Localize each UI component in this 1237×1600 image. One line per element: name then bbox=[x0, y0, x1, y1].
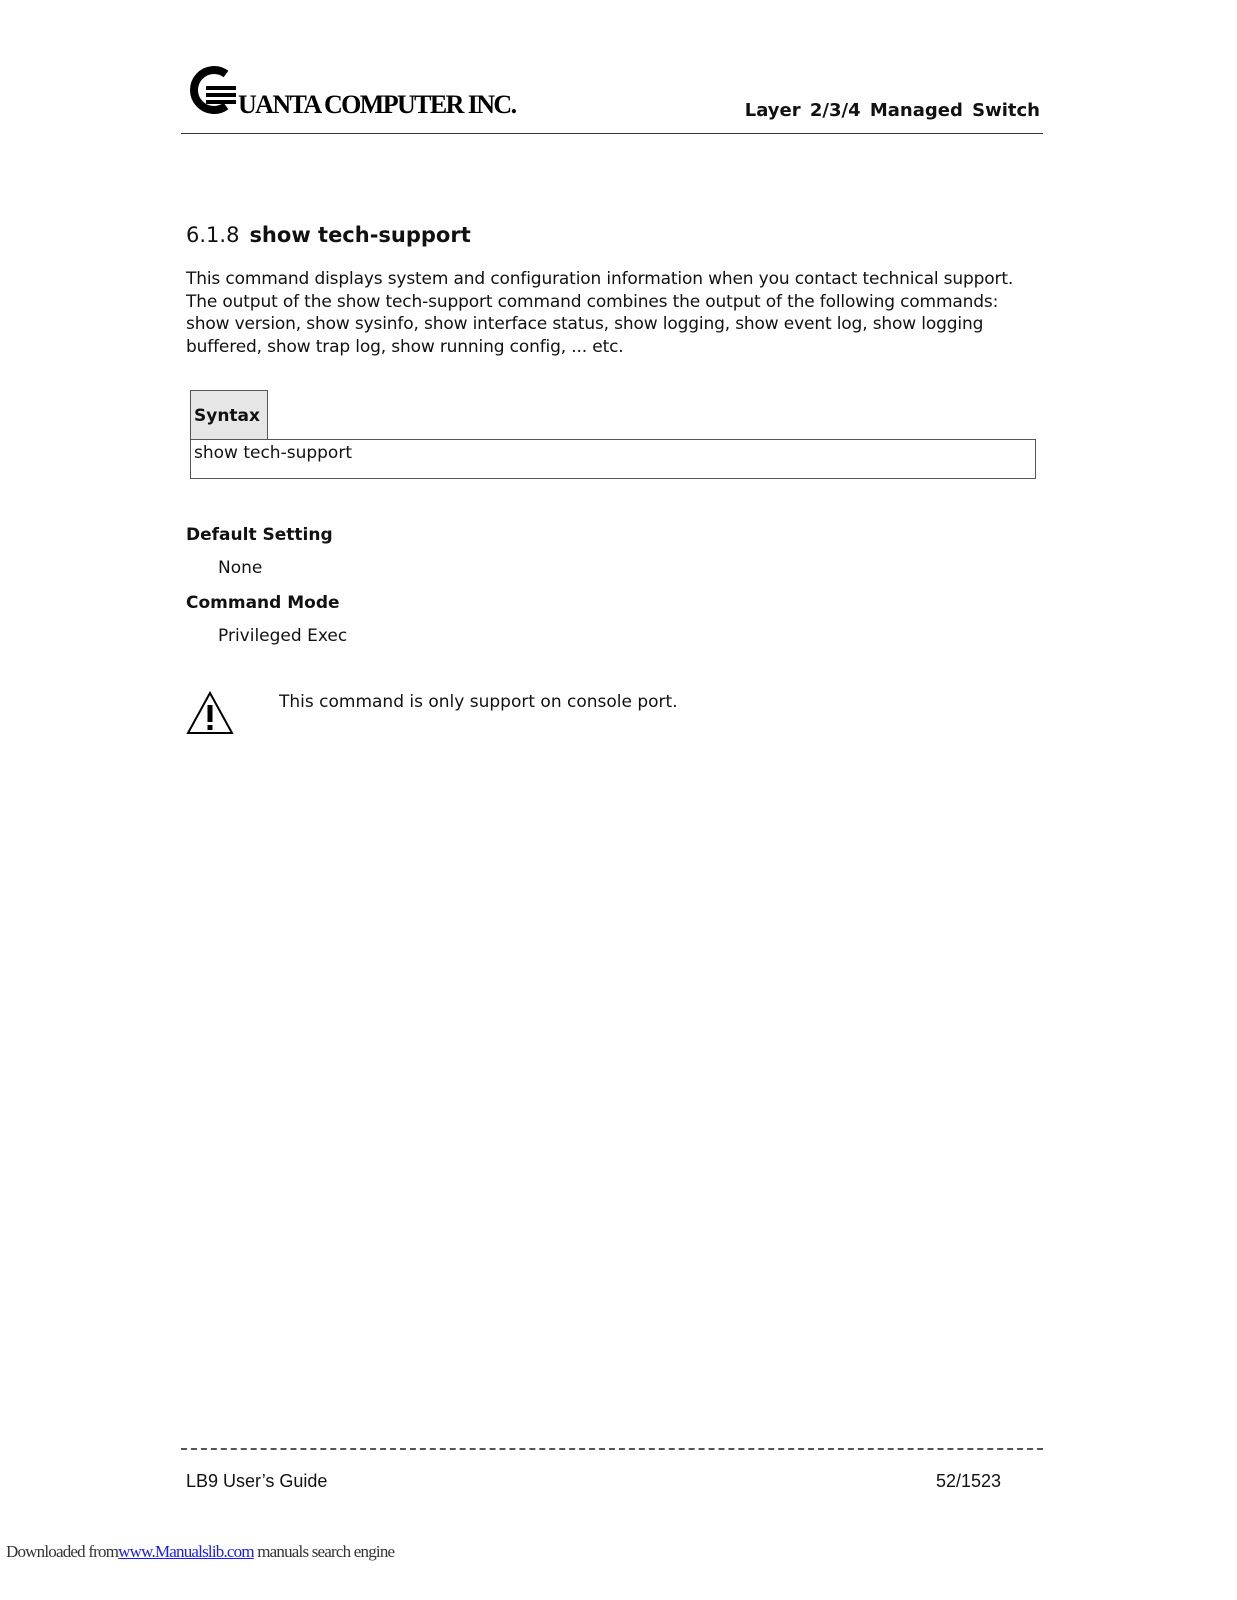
command-mode-heading: Command Mode bbox=[186, 593, 340, 613]
header-divider bbox=[181, 133, 1043, 134]
section-number: 6.1.8 bbox=[186, 223, 240, 247]
document-title: Layer 2/3/4 Managed Switch bbox=[744, 100, 1040, 121]
download-prefix: Downloaded from bbox=[6, 1542, 119, 1561]
download-suffix: manuals search engine bbox=[253, 1542, 395, 1561]
manualslib-link[interactable]: www.Manualslib.com bbox=[118, 1542, 254, 1561]
quanta-q-logo-icon bbox=[186, 64, 236, 116]
section-title: show tech-support bbox=[249, 223, 471, 247]
section-description: This command displays system and configuration information when you contact technical support. The output of the show tech-support command combines the output of the following commands: show version, show sysinfo, show interface status, show logging, show event log, show logging buffered, show trap log, show running config, ... etc. bbox=[186, 269, 1014, 357]
command-mode-value: Privileged Exec bbox=[218, 626, 348, 646]
default-setting-value: None bbox=[218, 558, 263, 578]
note-text: This command is only support on console port. bbox=[279, 692, 678, 712]
syntax-value: show tech-support bbox=[194, 443, 352, 463]
footer-guide-name: LB9 User’s Guide bbox=[186, 1471, 328, 1491]
section-heading bbox=[186, 223, 471, 247]
download-notice bbox=[6, 1542, 394, 1562]
default-setting-heading: Default Setting bbox=[186, 525, 333, 545]
logo-text: UANTA COMPUTER INC. bbox=[238, 90, 516, 119]
syntax-header-cell bbox=[190, 390, 268, 439]
warning-icon bbox=[185, 690, 235, 740]
footer-divider bbox=[181, 1448, 1043, 1450]
footer-page-number: 52/1523 bbox=[936, 1471, 1002, 1491]
syntax-label: Syntax bbox=[194, 406, 260, 426]
syntax-value-cell bbox=[190, 439, 1036, 479]
